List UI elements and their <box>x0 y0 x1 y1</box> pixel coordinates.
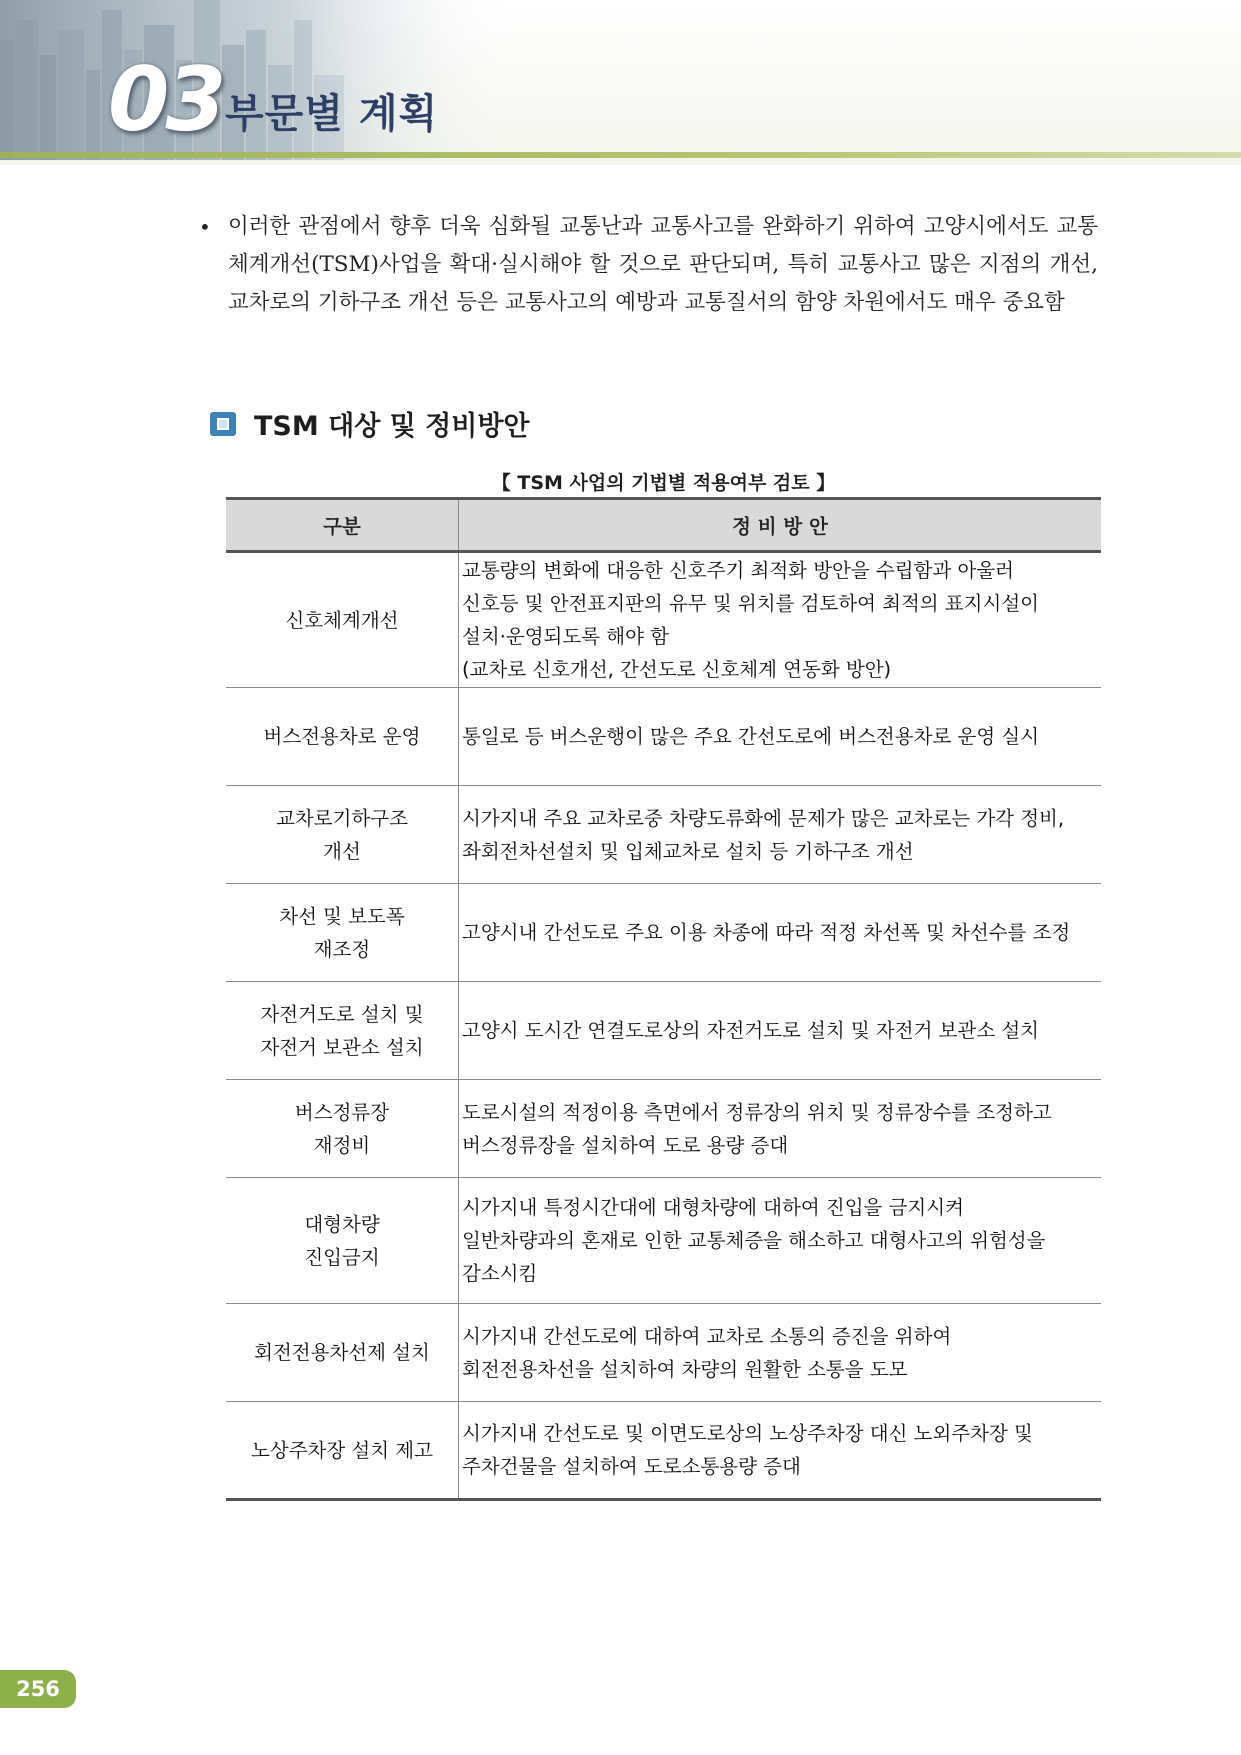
plan-line: 시가지내 주요 교차로중 차량도류화에 문제가 많은 교차로는 가각 정비, <box>462 806 1065 830</box>
row-category <box>226 1402 459 1500</box>
chapter-number: 03 <box>108 48 223 151</box>
plan-line: 시가지내 간선도로 및 이면도로상의 노상주차장 대신 노외주차장 및 <box>462 1422 1033 1445</box>
plan-line: 버스정류장을 설치하여 도로 용량 증대 <box>462 1133 789 1157</box>
category-line: 차선 및 보도폭 <box>279 904 405 928</box>
plan-line: 좌회전차선설치 및 입체교차로 설치 등 기하구조 개선 <box>462 839 914 863</box>
plan-line: 회전전용차선을 설치하여 차량의 원활한 소통을 도모 <box>462 1357 908 1381</box>
row-category <box>226 1080 459 1178</box>
category-line: 재조정 <box>313 937 371 961</box>
table-row <box>226 552 1101 688</box>
plan-line: 설치·운영되도록 해야 함 <box>462 625 669 648</box>
row-plan <box>459 688 1102 786</box>
table-header-row <box>226 499 1101 552</box>
row-plan <box>459 1402 1102 1500</box>
plan-line: 감소시킴 <box>462 1262 538 1285</box>
plan-line: 시가지내 간선도로에 대하여 교차로 소통의 증진을 위하여 <box>462 1324 952 1348</box>
row-category <box>226 982 459 1080</box>
table-row <box>226 1402 1101 1500</box>
table-row <box>226 1178 1101 1304</box>
header-divider <box>0 152 1241 158</box>
chapter-header <box>0 0 1241 165</box>
plan-line: 도로시설의 적정이용 측면에서 정류장의 위치 및 정류장수를 조정하고 <box>462 1100 1052 1124</box>
category-line: 버스전용차로 운영 <box>263 725 421 748</box>
section-square-icon <box>210 412 236 436</box>
category-line: 자전거 보관소 설치 <box>260 1035 424 1059</box>
bullet-icon: • <box>199 215 211 239</box>
plan-line: 통일로 등 버스운행이 많은 주요 간선도로에 버스전용차로 운영 실시 <box>462 725 1040 748</box>
row-plan <box>459 1080 1102 1178</box>
row-plan <box>459 884 1102 982</box>
section-title: TSM 대상 및 정비방안 <box>254 411 530 442</box>
plan-line: 고양시내 간선도로 주요 이용 차종에 따라 적정 차선폭 및 차선수를 조정 <box>462 921 1071 944</box>
row-plan <box>459 1304 1102 1402</box>
tsm-table <box>226 497 1101 1501</box>
category-line: 회전전용차선제 설치 <box>254 1341 430 1364</box>
table-row <box>226 884 1101 982</box>
plan-line: 일반차량과의 혼재로 인한 교통체증을 해소하고 대형사고의 위험성을 <box>462 1229 1046 1252</box>
row-category <box>226 552 459 688</box>
category-line: 버스정류장 <box>294 1100 390 1124</box>
page-number: 256 <box>0 1670 76 1708</box>
plan-line: 주차건물을 설치하여 도로소통용량 증대 <box>462 1455 801 1478</box>
category-line: 신호체계개선 <box>285 608 399 632</box>
row-category <box>226 1178 459 1304</box>
row-category <box>226 884 459 982</box>
row-category <box>226 688 459 786</box>
category-line: 대형차량 <box>304 1212 380 1236</box>
chapter-title: 부문별 계획 <box>225 91 439 137</box>
category-line: 자전거도로 설치 및 <box>260 1002 424 1026</box>
category-line: 개선 <box>323 839 361 863</box>
category-line: 재정비 <box>313 1133 371 1157</box>
plan-line: (교차로 신호개선, 간선도로 신호체계 연동화 방안) <box>462 658 892 681</box>
plan-line: 고양시 도시간 연결도로상의 자전거도로 설치 및 자전거 보관소 설치 <box>462 1019 1040 1042</box>
table-row <box>226 982 1101 1080</box>
category-line: 교차로기하구조 <box>276 806 408 830</box>
table-row <box>226 786 1101 884</box>
header-plan: 정 비 방 안 <box>459 499 1102 552</box>
row-plan <box>459 1178 1102 1304</box>
plan-line: 신호등 및 안전표지판의 유무 및 위치를 검토하여 최적의 표지시설이 <box>462 592 1040 615</box>
table-row <box>226 688 1101 786</box>
category-line: 노상주차장 설치 제고 <box>251 1438 433 1462</box>
plan-line: 교통량의 변화에 대응한 신호주기 최적화 방안을 수립함과 아울러 <box>462 559 1014 582</box>
row-plan <box>459 982 1102 1080</box>
row-plan <box>459 552 1102 688</box>
row-plan <box>459 786 1102 884</box>
row-category <box>226 1304 459 1402</box>
header-category: 구분 <box>226 499 459 552</box>
plan-line: 시가지내 특정시간대에 대형차량에 대하여 진입을 금지시켜 <box>462 1196 964 1219</box>
row-category <box>226 786 459 884</box>
table-row <box>226 1080 1101 1178</box>
table-row <box>226 1304 1101 1402</box>
intro-paragraph <box>199 208 1098 322</box>
table-caption: 【 TSM 사업의 기법별 적용여부 검토 】 <box>491 472 836 494</box>
category-line: 진입금지 <box>304 1245 380 1269</box>
intro-text: 이러한 관점에서 향후 더욱 심화될 교통난과 교통사고를 완화하기 위하여 고양시에서도 교통체계개선(TSM)사업을 확대·실시해야 할 것으로 판단되며, 특히 교통사고 많은 지점의 개선, 교차로의 기하구조 개선 등은 교통사고의 예방과 교통질서의 함양 차원에서도 매우 중요함 <box>228 214 1098 315</box>
